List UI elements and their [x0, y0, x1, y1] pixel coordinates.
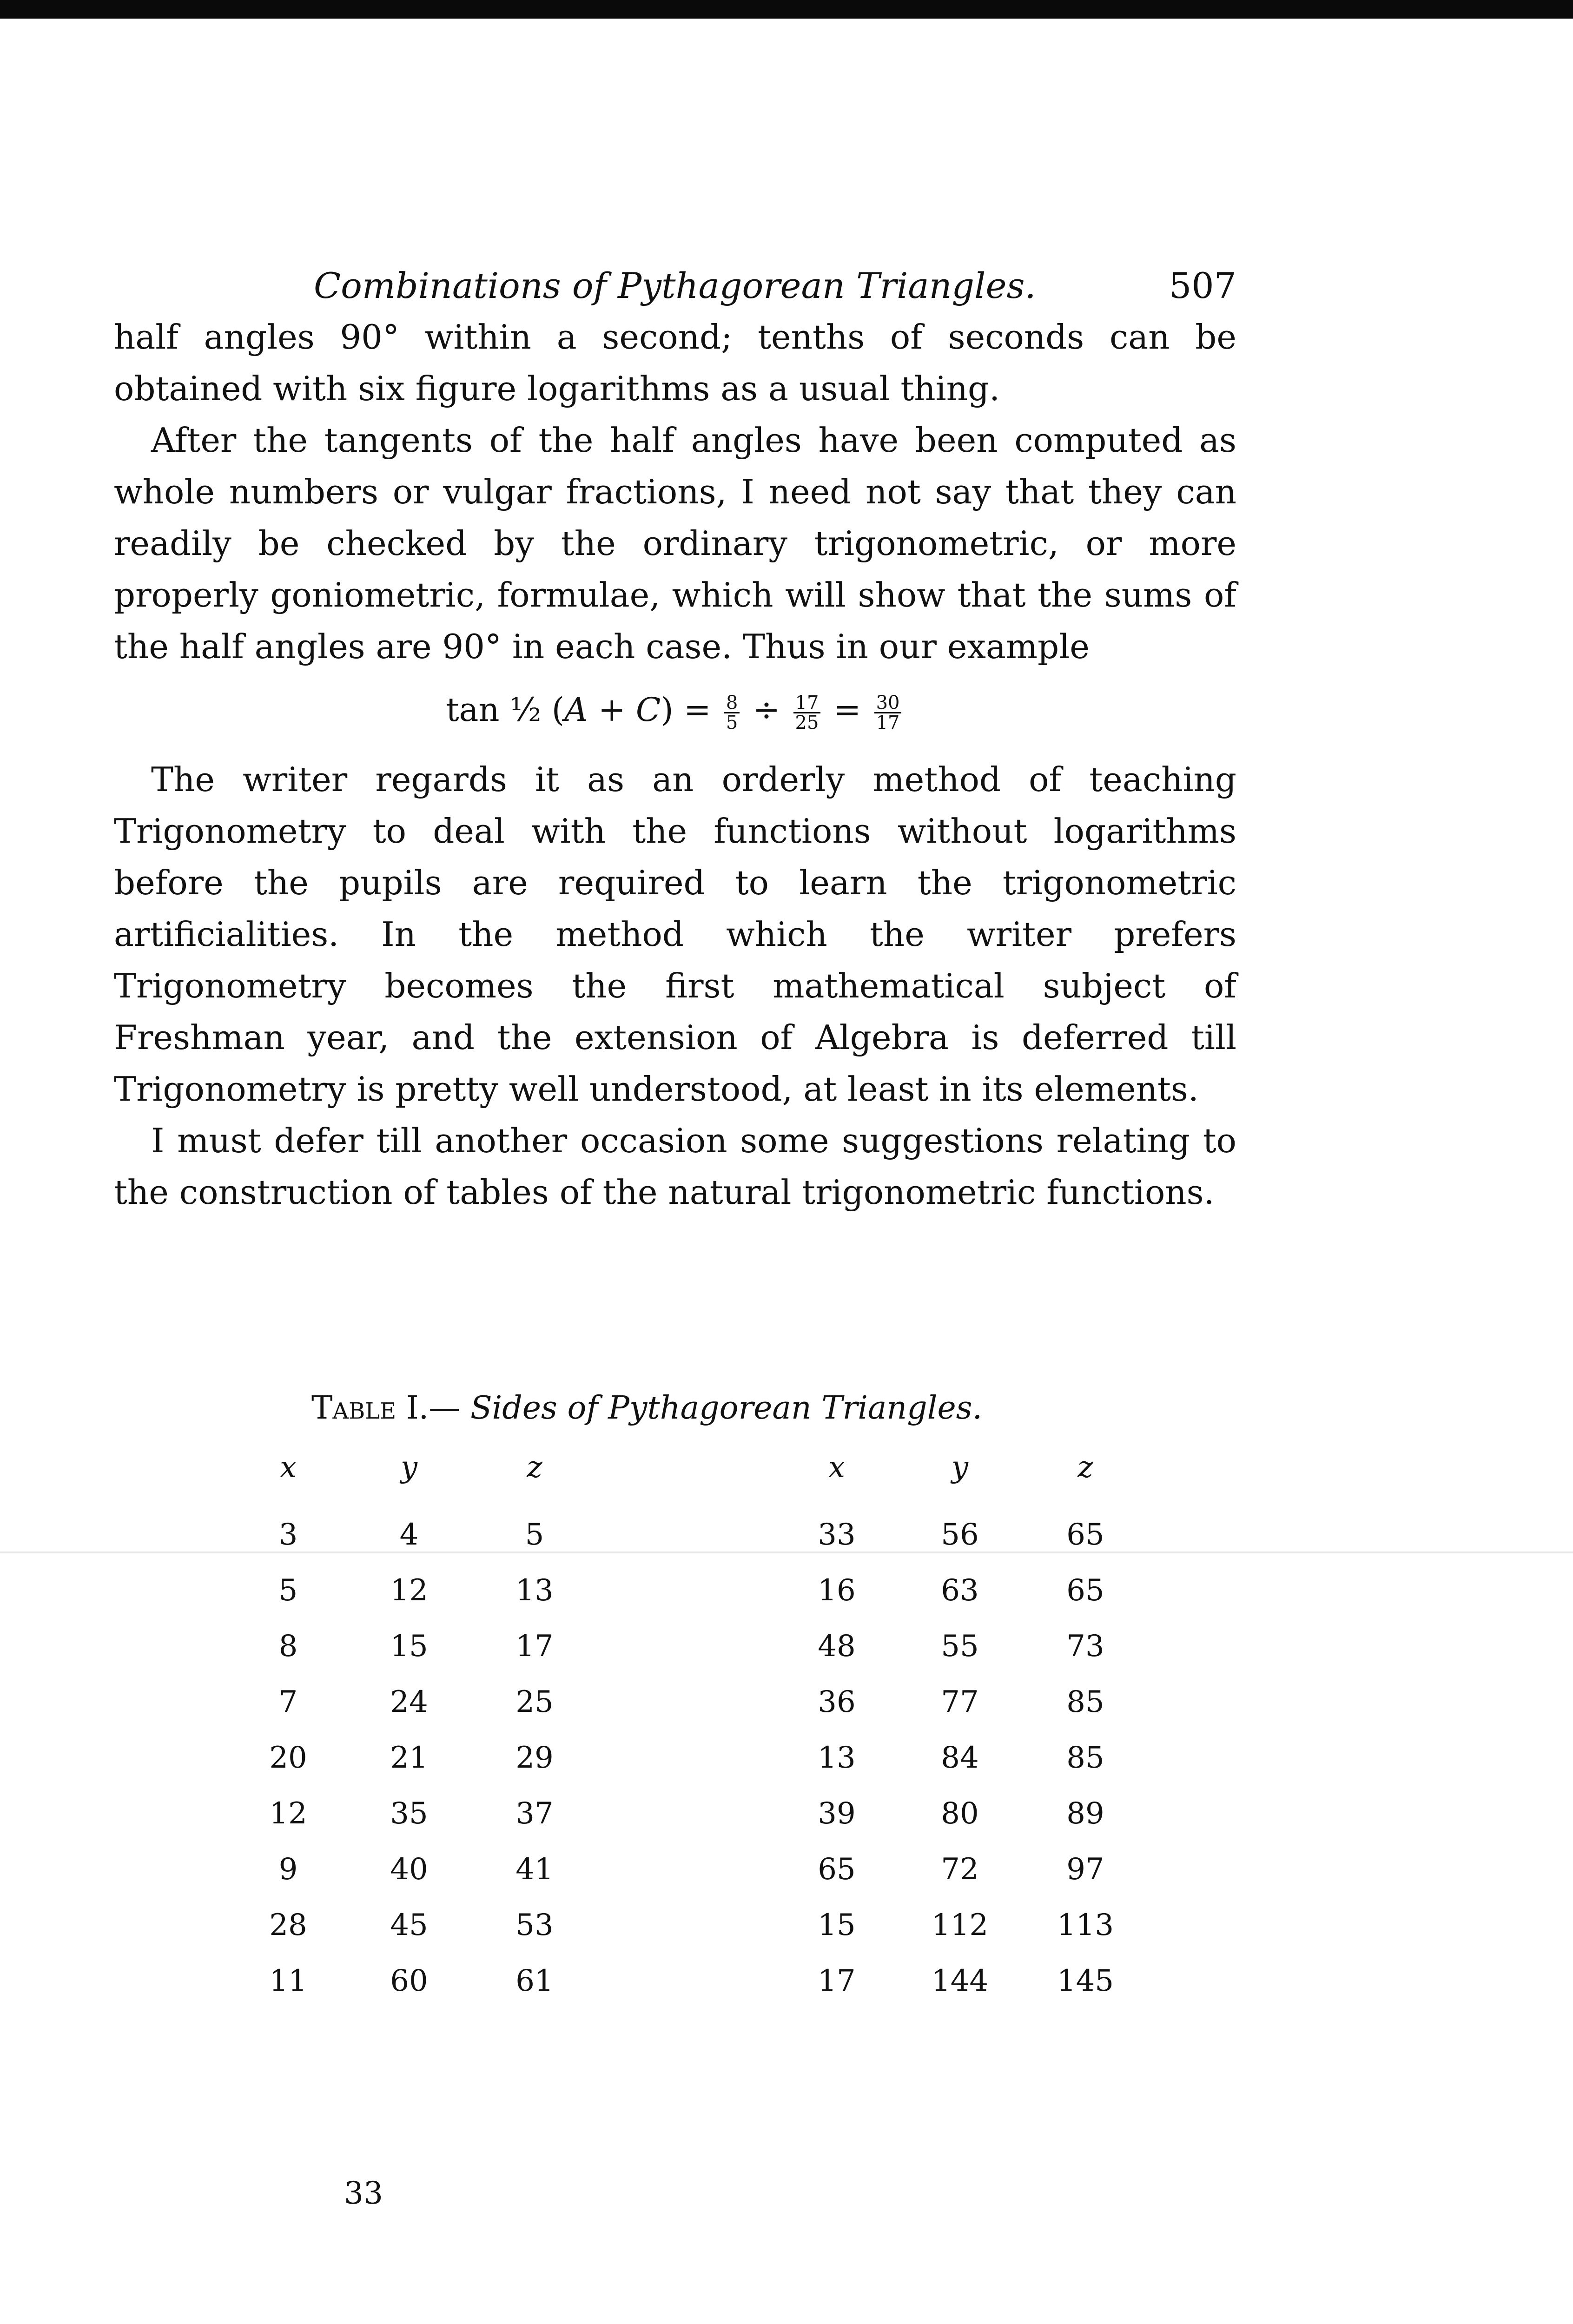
table-cell: 145 [1057, 1964, 1114, 1998]
table-cell: 9 [278, 1852, 298, 1887]
table-cell: 17 [516, 1629, 554, 1664]
table-caption-label: Table I.— [311, 1390, 461, 1426]
table-cell: 85 [1066, 1685, 1104, 1719]
table-cell: 60 [390, 1964, 428, 1998]
table-cell: 12 [390, 1573, 428, 1608]
fraction-3 [874, 693, 902, 732]
table-row [228, 1736, 1157, 1792]
table-cell: 5 [278, 1573, 298, 1608]
table-caption [228, 1390, 1157, 1446]
table-cell: 33 [818, 1518, 856, 1552]
table-cell: 65 [818, 1852, 856, 1887]
paragraph-4: I must defer till another occasion some suggestions relating to the construction of tables of the natural trigonometric functions. [114, 1121, 1236, 1212]
table-cell: 24 [390, 1685, 428, 1719]
table-cell: 15 [390, 1629, 428, 1664]
table-header-row [228, 1446, 1157, 1513]
fraction-2-numerator: 17 [793, 693, 821, 713]
table-cell: 13 [818, 1741, 856, 1775]
fraction-1-denominator: 5 [726, 712, 738, 733]
table-cell: 144 [931, 1964, 989, 1998]
table-cell: 61 [516, 1964, 554, 1998]
table-cell: 37 [516, 1796, 554, 1831]
table-cell: 48 [818, 1629, 856, 1664]
table-cell: 77 [941, 1685, 979, 1719]
paragraph-3: The writer regards it as an orderly method of teaching Trigonometry to deal with the functions without logarithms before the pupils are required to learn the trigonometric artificialities. In the method which the writer prefers Trigonometry becomes the first mathematical subject of Freshman year, and the extension of Algebra is deferred till Trigonometry is pretty well understood, at least in its elements. [114, 760, 1236, 1109]
header-z-left: z [527, 1450, 542, 1485]
fraction-2 [793, 693, 821, 732]
table-cell: 73 [1066, 1629, 1104, 1664]
table-cell: 11 [269, 1964, 307, 1998]
equation-var-c: C [635, 691, 661, 729]
fraction-1-numerator: 8 [724, 693, 740, 713]
table-cell: 113 [1057, 1908, 1114, 1942]
equation-divide: ÷ [753, 691, 791, 729]
running-title: Combinations of Pythagorean Triangles. [314, 265, 1036, 306]
pythagorean-table [228, 1390, 1157, 2015]
equation-lhs-suffix: ) = [661, 691, 721, 729]
table-row [228, 1848, 1157, 1903]
equation-lhs-prefix: tan ½ ( [446, 691, 565, 729]
fraction-3-numerator: 30 [874, 693, 902, 713]
table-cell: 12 [269, 1796, 307, 1831]
table-cell: 65 [1066, 1573, 1104, 1608]
table-cell: 97 [1066, 1852, 1104, 1887]
table-cell: 41 [516, 1852, 554, 1887]
page-content [114, 251, 1236, 1218]
equation-equals: = [833, 691, 872, 729]
table-cell: 65 [1066, 1518, 1104, 1552]
table-cell: 63 [941, 1573, 979, 1608]
scan-top-border [0, 0, 1573, 19]
table-caption-title: Sides of Pythagorean Triangles. [470, 1390, 983, 1426]
table-cell: 39 [818, 1796, 856, 1831]
table-cell: 55 [941, 1629, 979, 1664]
header-x-right: x [828, 1450, 846, 1485]
table-cell: 17 [818, 1964, 856, 1998]
equation-plus: + [588, 691, 636, 729]
fraction-1 [724, 693, 740, 732]
table-cell: 29 [516, 1741, 554, 1775]
table-cell: 20 [269, 1741, 307, 1775]
table-cell: 80 [941, 1796, 979, 1831]
table-cell: 53 [516, 1908, 554, 1942]
header-y-left: y [400, 1450, 418, 1485]
paragraph-1: half angles 90° within a second; tenths of seconds can be obtained with six figure logarithms as a usual thing. [114, 317, 1236, 408]
table-row [228, 1959, 1157, 2015]
table-row [228, 1569, 1157, 1624]
table-cell: 89 [1066, 1796, 1104, 1831]
table-cell: 112 [931, 1908, 989, 1942]
paragraph-2: After the tangents of the half angles have been computed as whole numbers or vulgar fractions, I need not say that they can readily be checked by the ordinary trigonometric, or more properly goniometric, formulae, which will show that the sums of the half angles are 90° in each case. Thus in our example [114, 421, 1236, 666]
table-row [228, 1680, 1157, 1736]
table-row [228, 1792, 1157, 1848]
table-cell: 8 [278, 1629, 298, 1664]
equation-var-a: A [564, 691, 588, 729]
table-cell: 21 [390, 1741, 428, 1775]
table-cell: 3 [278, 1518, 298, 1552]
table-cell: 45 [390, 1908, 428, 1942]
table-row [228, 1624, 1157, 1680]
table-cell: 56 [941, 1518, 979, 1552]
table-cell: 13 [516, 1573, 554, 1608]
header-z-right: z [1077, 1450, 1093, 1485]
table-cell: 4 [399, 1518, 419, 1552]
table-cell: 25 [516, 1685, 554, 1719]
table-cell: 7 [278, 1685, 298, 1719]
table-row [228, 1903, 1157, 1959]
table-cell: 16 [818, 1573, 856, 1608]
table-cell: 5 [525, 1518, 544, 1552]
table-cell: 40 [390, 1852, 428, 1887]
table-cell: 85 [1066, 1741, 1104, 1775]
fraction-2-denominator: 25 [795, 712, 819, 733]
table-cell: 35 [390, 1796, 428, 1831]
table-row [228, 1513, 1157, 1569]
equation [114, 682, 1236, 738]
table-cell: 15 [818, 1908, 856, 1942]
running-head [114, 251, 1236, 311]
table-cell: 36 [818, 1685, 856, 1719]
header-x-left: x [279, 1450, 297, 1485]
table-cell: 28 [269, 1908, 307, 1942]
table-cell: 72 [941, 1852, 979, 1887]
table-cell: 84 [941, 1741, 979, 1775]
header-y-right: y [951, 1450, 969, 1485]
fraction-3-denominator: 17 [876, 712, 900, 733]
signature-number: 33 [344, 2175, 383, 2211]
page-number: 507 [1169, 265, 1236, 306]
